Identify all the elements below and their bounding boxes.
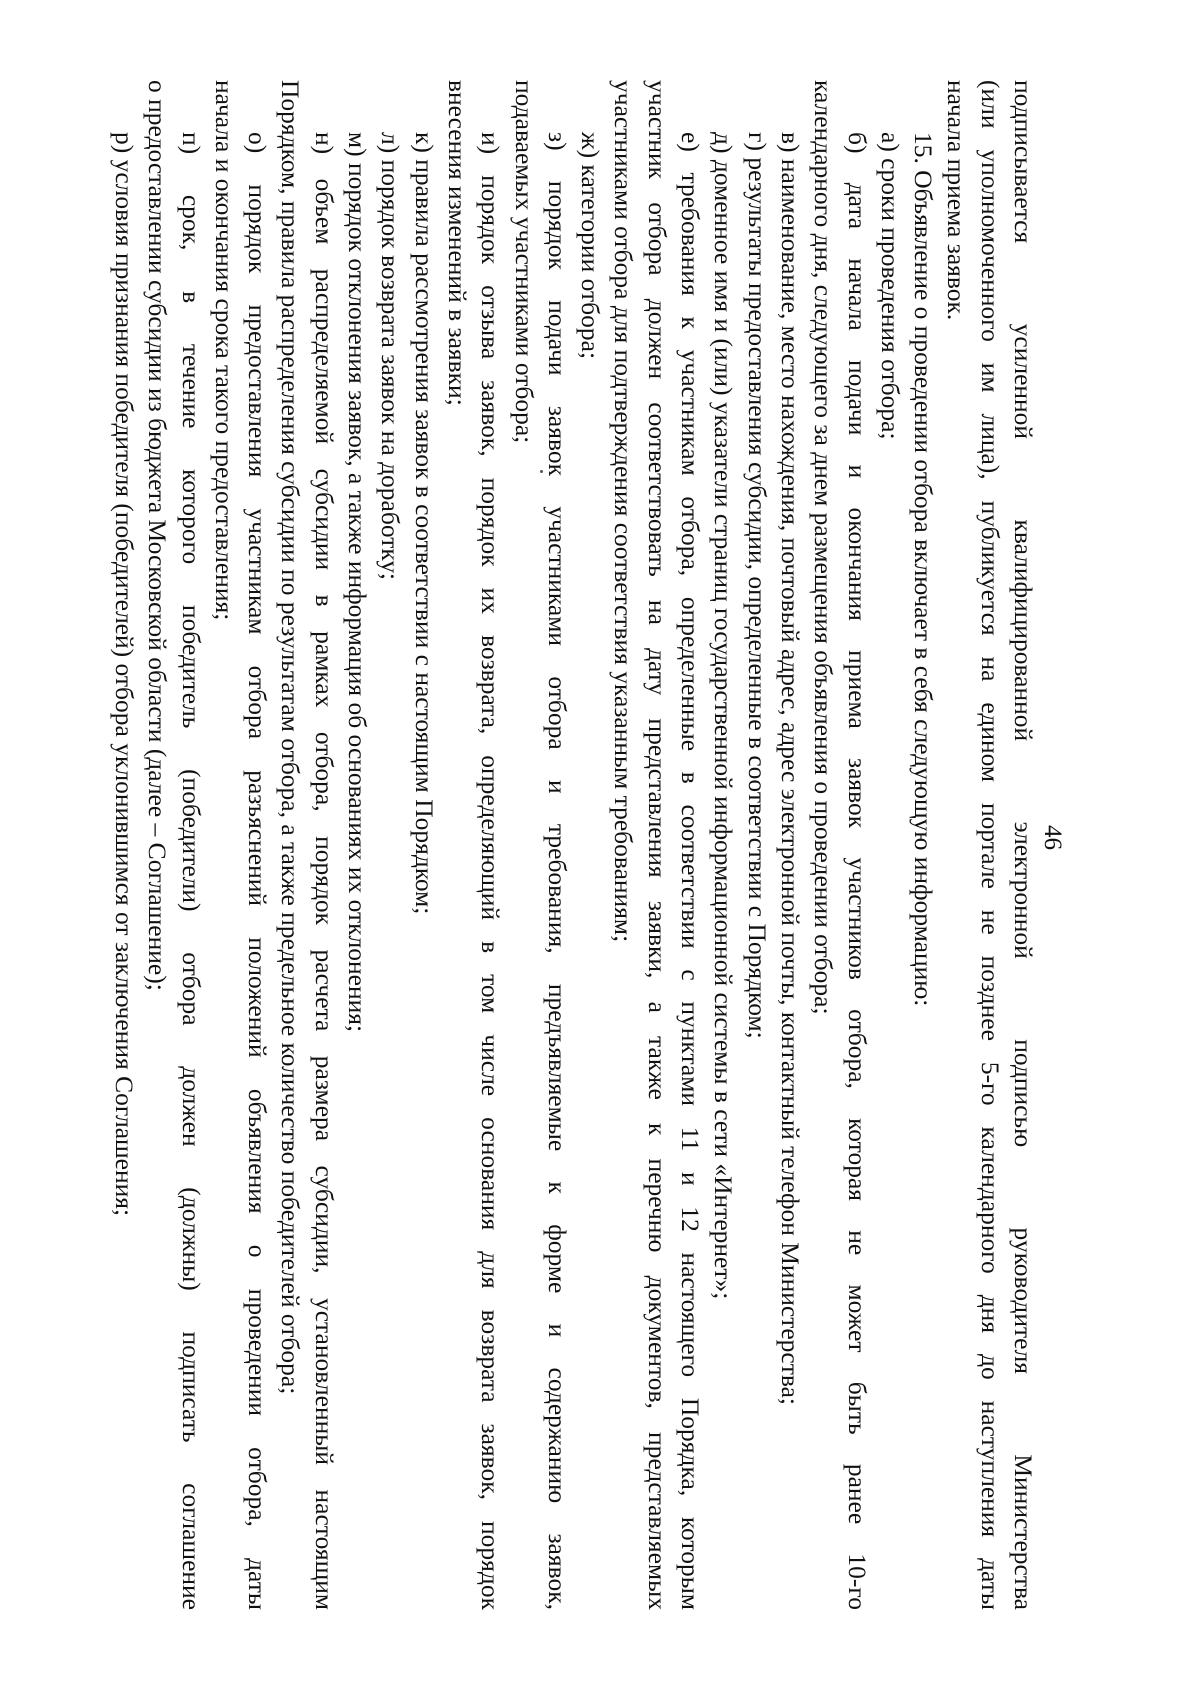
text-line: о) порядок предоставления участникам отбора разъяснений положений объявления о проведении отбора, даты [243, 132, 273, 1610]
text-line: з) порядок подачи заявок участниками отбора и требования, предъявляемые к форме и содержанию заявок, [542, 132, 572, 1610]
text-line: (или уполномоченного им лица), публикуется на едином портале не позднее 5-го календарного дня до наступления даты [975, 80, 1005, 1610]
text-line: внесения изменений в заявки; [442, 80, 472, 406]
scan-speck [540, 470, 543, 473]
text-line: в) наименование, место нахождения, почтовый адрес, адрес электронной почты, контактный телефон Министерства; [775, 132, 805, 1405]
text-line: и) порядок отзыва заявок, порядок их возврата, определяющий в том числе основания для возврата заявок, порядок [476, 132, 506, 1610]
text-line: г) результаты предоставления субсидии, определенные в соответствии с Порядком; [742, 132, 772, 1039]
text-line: подаваемых участниками отбора; [509, 80, 539, 444]
document-body [108, 80, 1040, 1610]
text-line: участниками отбора для подтверждения соответствия указанным требованиям; [609, 80, 639, 943]
text-line: н) объем распределяемой субсидии в рамках отбора, порядок расчета размера субсидии, установленный настоящим [309, 132, 339, 1610]
page-number: 46 [1039, 825, 1066, 850]
text-line: л) порядок возврата заявок на доработку; [376, 132, 406, 580]
text-line: начала приема заявок. [942, 80, 972, 321]
text-line: е) требования к участникам отбора, определенные в соответствии с пунктами 11 и 12 настоящего Порядка, которым [676, 132, 706, 1610]
text-line: б) дата начала подачи и окончания приема заявок участников отбора, которая не может быть ранее 10-го [842, 132, 872, 1610]
text-line: начала и окончания срока такого предоставления; [209, 80, 239, 621]
text-line: ж) категории отбора; [576, 132, 606, 360]
text-line: р) условия признания победителя (победителей) отбора уклонившимся от заключения Соглашения; [109, 132, 139, 1217]
text-line: м) порядок отклонения заявок, а также информация об основаниях их отклонения; [343, 132, 373, 1033]
text-line: Порядком, правила распределения субсидии по результатам отбора, а также предельное количество победителей отбора; [276, 80, 306, 1395]
text-line: 15. Объявление о проведении отбора включает в себя следующую информацию: [909, 132, 939, 1007]
text-line: о предоставлении субсидии из бюджета Московской области (далее – Соглашение); [143, 80, 173, 991]
text-line: д) доменное имя и (или) указатели страниц государственной информационной системы в сети «Интернет»; [709, 132, 739, 1300]
text-line: подписывается усиленной квалифицированной электронной подписью руководителя Министерства [1009, 80, 1038, 1610]
text-line: календарного дня, следующего за днем размещения объявления о проведении отбора; [809, 80, 839, 1015]
text-line: участник отбора должен соответствовать на дату представления заявки, а также к перечню документов, представляемых [642, 80, 672, 1610]
text-line: к) правила рассмотрения заявок в соответствии с настоящим Порядком; [409, 132, 439, 915]
text-line: а) сроки проведения отбора; [875, 132, 905, 440]
text-line: п) срок, в течение которого победитель (победители) отбора должен (должны) подписать соглашение [176, 132, 206, 1610]
